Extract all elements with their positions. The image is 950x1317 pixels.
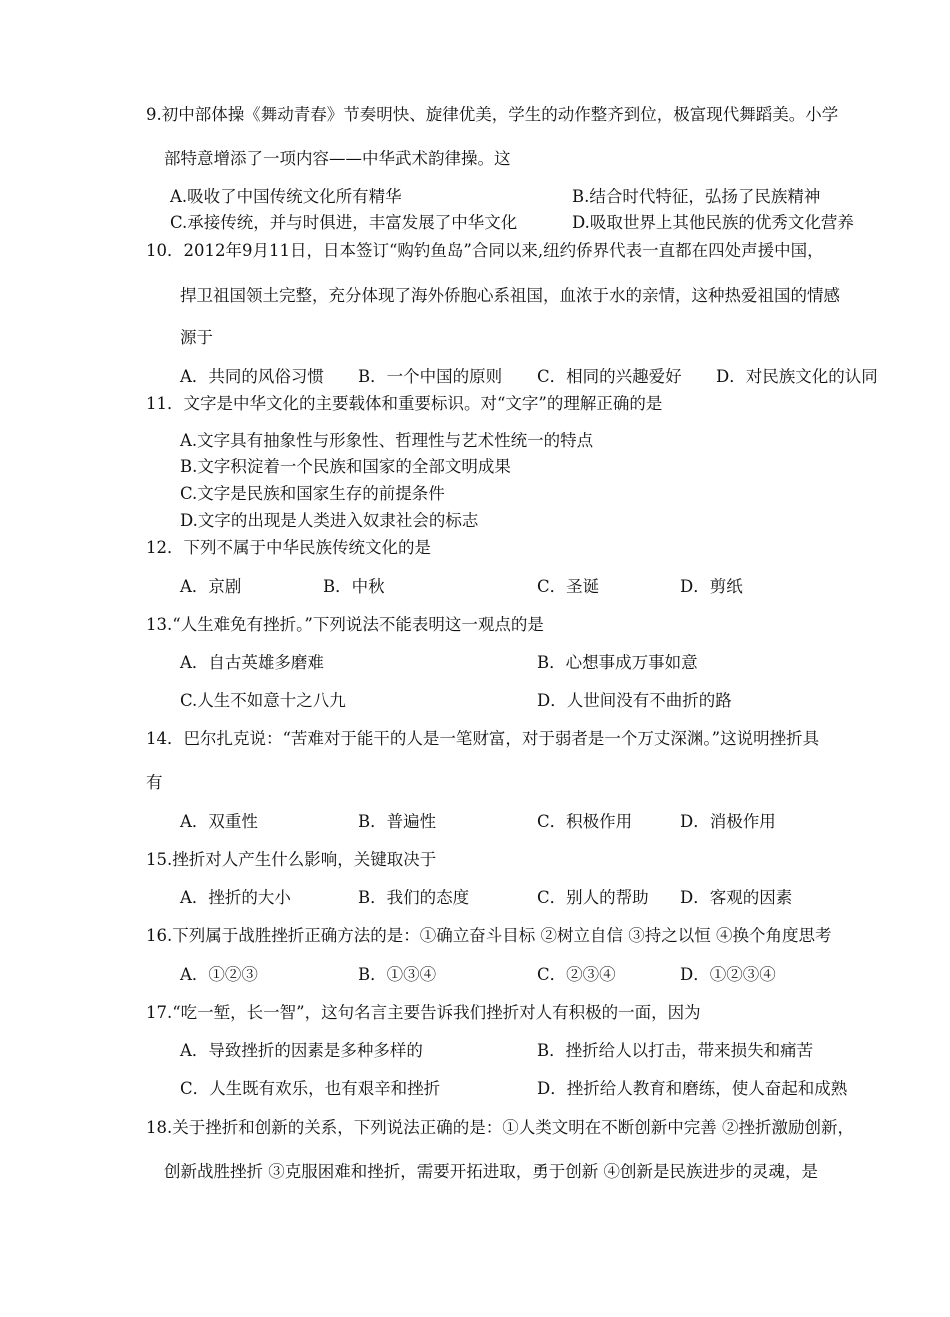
q11-option-c: C.文字是民族和国家生存的前提条件 <box>180 484 445 503</box>
q14-number: 14． <box>146 729 184 748</box>
q11-number: 11． <box>146 394 184 413</box>
q16-option-c: C．②③④ <box>537 965 616 984</box>
q9-option-b: B.结合时代特征，弘扬了民族精神 <box>572 187 821 206</box>
q15-stem-text: 挫折对人产生什么影响，关键取决于 <box>172 850 437 869</box>
q12-number: 12． <box>146 538 184 557</box>
q17-option-c: C．人生既有欢乐，也有艰辛和挫折 <box>180 1079 441 1098</box>
q13-option-d: D．人世间没有不曲折的路 <box>537 691 732 710</box>
q9-option-a: A.吸收了中国传统文化所有精华 <box>170 187 402 206</box>
q13-option-b: B．心想事成万事如意 <box>537 653 698 672</box>
q14-option-d: D．消极作用 <box>680 812 776 831</box>
q16-option-d: D．①②③④ <box>680 965 776 984</box>
q11-stem-text: 文字是中华文化的主要载体和重要标识。对“文字”的理解正确的是 <box>183 394 663 413</box>
q12-option-b: B．中秋 <box>323 577 385 596</box>
q16-option-a: A．①②③ <box>180 965 258 984</box>
q16-stem-text: 下列属于战胜挫折正确方法的是：①确立奋斗目标 ②树立自信 ③持之以恒 ④换个角度思考 <box>172 926 832 945</box>
q15-option-d: D．客观的因素 <box>680 888 793 907</box>
q9-option-d: D.吸取世界上其他民族的优秀文化营养 <box>572 213 854 232</box>
q12-option-c: C．圣诞 <box>537 577 600 596</box>
q10-stem-line-3: 源于 <box>180 328 213 347</box>
q10-option-a: A．共同的风俗习惯 <box>180 367 324 386</box>
q10-stem-line-2: 捍卫祖国领土完整，充分体现了海外侨胞心系祖国，血浓于水的亲情，这种热爱祖国的情感 <box>180 286 840 305</box>
q15-option-b: B．我们的态度 <box>358 888 470 907</box>
q11-option-d: D.文字的出现是人类进入奴隶社会的标志 <box>180 511 479 530</box>
q10-option-c: C．相同的兴趣爱好 <box>537 367 682 386</box>
q15-option-c: C．别人的帮助 <box>537 888 649 907</box>
q15-number: 15. <box>146 850 173 869</box>
q16-stem-line-1 <box>146 925 832 947</box>
q11-option-b: B.文字积淀着一个民族和国家的全部文明成果 <box>180 457 511 476</box>
q17-stem-text: “吃一堑，长一智”，这句名言主要告诉我们挫折对人有积极的一面，因为 <box>172 1003 701 1022</box>
q13-option-a: A．自古英雄多磨难 <box>180 653 324 672</box>
q12-stem-line-1 <box>146 537 431 559</box>
q17-number: 17. <box>146 1003 173 1022</box>
q14-option-b: B．普遍性 <box>358 812 437 831</box>
q15-option-a: A．挫折的大小 <box>180 888 291 907</box>
q17-stem-line-1 <box>146 1002 701 1024</box>
q18-stem-line-1 <box>146 1117 854 1139</box>
q16-option-b: B．①③④ <box>358 965 437 984</box>
q9-stem-line-1 <box>146 104 838 126</box>
q17-option-d: D．挫折给人教育和磨练，使人奋起和成熟 <box>537 1079 848 1098</box>
q12-option-d: D．剪纸 <box>680 577 743 596</box>
q15-stem-line-1 <box>146 849 436 871</box>
q10-option-b: B．一个中国的原则 <box>358 367 503 386</box>
q12-option-a: A．京剧 <box>180 577 242 596</box>
q13-stem-text: “人生难免有挫折。”下列说法不能表明这一观点的是 <box>172 615 544 634</box>
q11-stem-line-1 <box>146 393 662 415</box>
q10-stem-line-1 <box>146 240 824 262</box>
q10-number: 10． <box>146 241 184 260</box>
q18-number: 18. <box>146 1118 173 1137</box>
q9-stem-text: 初中部体操《舞动青春》节奏明快、旋律优美，学生的动作整齐到位，极富现代舞蹈美。小学 <box>161 105 839 124</box>
q9-stem-line-2: 部特意增添了一项内容——中华武术韵律操。这 <box>164 149 511 168</box>
q10-option-d: D．对民族文化的认同 <box>716 367 878 386</box>
q9-number: 9. <box>146 105 162 124</box>
q18-stem-line-2: 创新战胜挫折 ③克服困难和挫折，需要开拓进取，勇于创新 ④创新是民族进步的灵魂，是 <box>164 1162 818 1181</box>
q13-option-c: C.人生不如意十之八九 <box>180 691 346 710</box>
q9-option-c: C.承接传统，并与时俱进，丰富发展了中华文化 <box>170 213 518 232</box>
q11-option-a: A.文字具有抽象性与形象性、哲理性与艺术性统一的特点 <box>180 431 594 450</box>
q18-stem-text: 关于挫折和创新的关系，下列说法正确的是：①人类文明在不断创新中完善 ②挫折激励创新， <box>172 1118 854 1137</box>
q10-stem-text: 2012年9月11日，日本签订“购钓鱼岛”合同以来,纽约侨界代表一直都在四处声援中国， <box>183 241 824 260</box>
q13-stem-line-1 <box>146 614 544 636</box>
q14-stem-line-1 <box>146 728 819 750</box>
q14-option-a: A．双重性 <box>180 812 258 831</box>
q17-option-a: A．导致挫折的因素是多种多样的 <box>180 1041 423 1060</box>
q14-stem-text: 巴尔扎克说：“苦难对于能干的人是一笔财富，对于弱者是一个万丈深渊。”这说明挫折具 <box>183 729 820 748</box>
q17-option-b: B．挫折给人以打击，带来损失和痛苦 <box>537 1041 814 1060</box>
q16-number: 16. <box>146 926 173 945</box>
q13-number: 13. <box>146 615 173 634</box>
q12-stem-text: 下列不属于中华民族传统文化的是 <box>183 538 431 557</box>
q14-stem-line-2: 有 <box>146 773 163 792</box>
q14-option-c: C．积极作用 <box>537 812 633 831</box>
